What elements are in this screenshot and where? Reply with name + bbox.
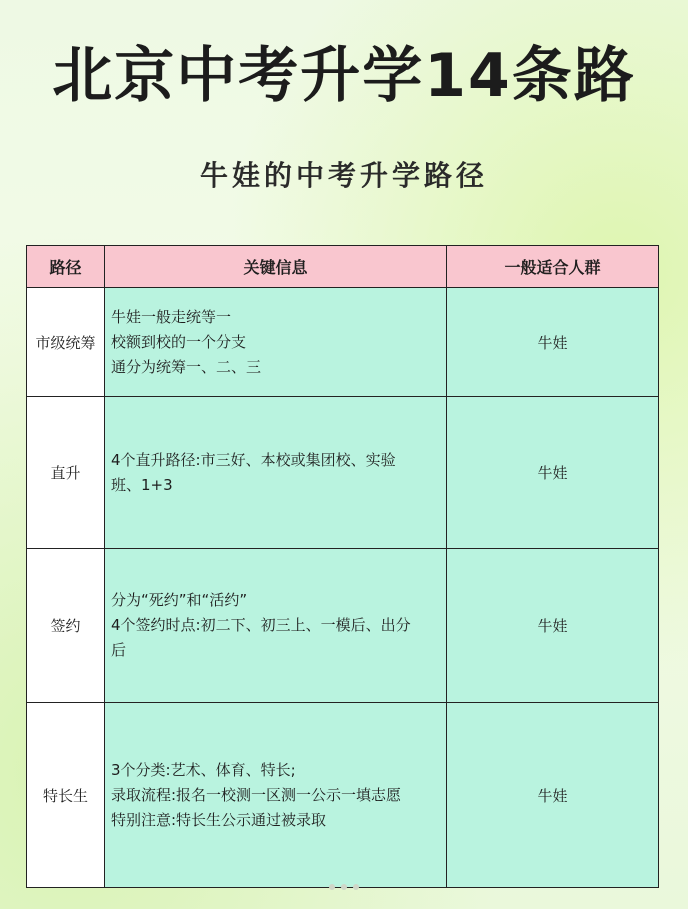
info-line: 3个分类:艺术、体育、特长; [111, 760, 296, 779]
info-cell [105, 288, 447, 397]
pagination-dot[interactable] [353, 884, 359, 890]
info-line: 后 [111, 641, 127, 659]
table-header-row [27, 246, 659, 288]
table-row [27, 549, 659, 703]
info-line: 特别注意:特长生公示通过被录取 [111, 810, 327, 829]
audience-cell: 牛娃 [447, 397, 659, 549]
info-cell [105, 549, 447, 703]
audience-cell: 牛娃 [447, 288, 659, 397]
info-line: 4个直升路径:市三好、本校或集团校、实验 [111, 450, 396, 469]
info-cell [105, 397, 447, 549]
info-cell [105, 703, 447, 888]
pagination-dot[interactable] [329, 884, 335, 890]
table-row [27, 397, 659, 549]
info-line: 班、1+3 [111, 475, 173, 494]
route-cell: 市级统筹 [27, 288, 105, 397]
audience-cell: 牛娃 [447, 549, 659, 703]
table-row [27, 703, 659, 888]
table-row [27, 288, 659, 397]
info-line: 牛娃一般走统等一 [111, 307, 232, 326]
route-cell: 特长生 [27, 703, 105, 888]
info-line: 校额到校的一个分支 [111, 332, 247, 351]
info-line: 录取流程:报名一校测一区测一公示一填志愿 [111, 785, 402, 804]
info-line: 分为“死约”和“活约” [111, 591, 248, 609]
info-line: 4个签约时点:初二下、初三上、一模后、出分 [111, 616, 411, 634]
header-audience: 一般适合人群 [447, 246, 659, 288]
pagination-dots[interactable] [326, 884, 362, 892]
pagination-dot[interactable] [341, 884, 347, 890]
audience-cell: 牛娃 [447, 703, 659, 888]
page-subtitle: 牛娃的中考升学路径 [199, 159, 488, 192]
header-route: 路径 [27, 246, 105, 288]
page-title: 北京中考升学14条路 [52, 41, 636, 111]
route-table [26, 245, 659, 888]
info-line: 通分为统筹一、二、三 [111, 357, 262, 376]
route-cell: 直升 [27, 397, 105, 549]
route-cell: 签约 [27, 549, 105, 703]
header-key-info: 关键信息 [105, 246, 447, 288]
